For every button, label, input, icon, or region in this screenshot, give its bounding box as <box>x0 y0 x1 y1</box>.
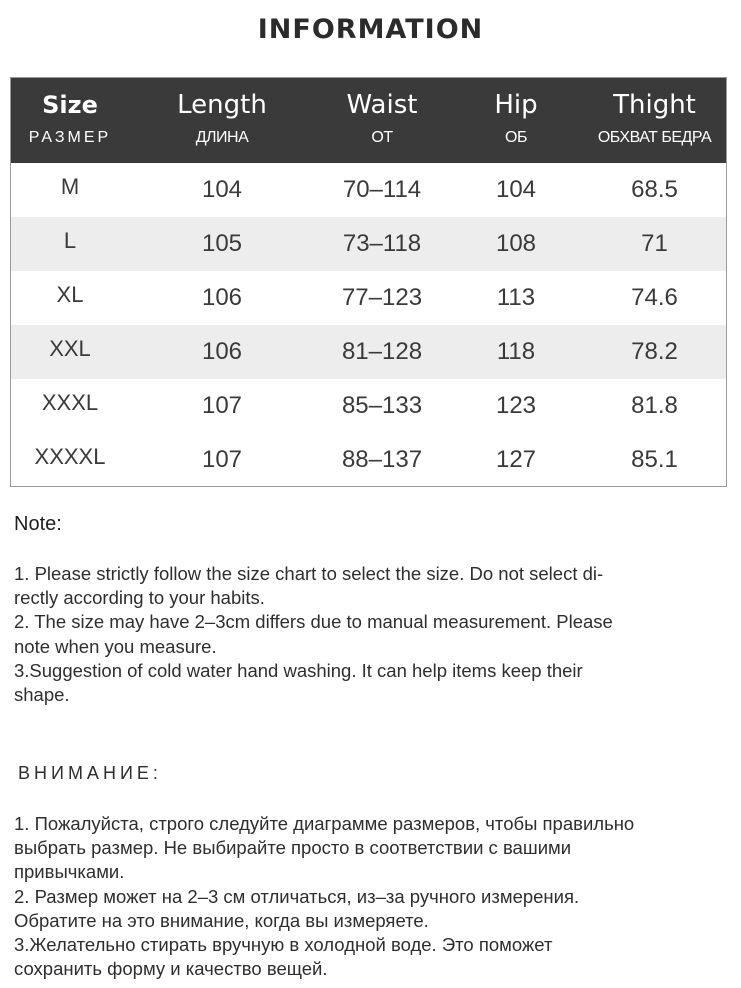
table-row <box>11 433 726 487</box>
note-ru-line: 3.Желательно стирать вручную в холодной воде. Это поможет <box>14 934 553 956</box>
note-ru-line: 1. Пожалуйста, строго следуйте диаграмме размеров, чтобы правильно <box>14 813 635 834</box>
note-ru-line: 2. Размер может на 2–3 см отличаться, из–за ручного измерения. <box>14 885 580 907</box>
cell-size: XXXXL <box>34 444 106 469</box>
cell-length: 107 <box>201 392 243 419</box>
cell-waist: 81–128 <box>341 338 423 365</box>
cell-length: 106 <box>201 284 243 311</box>
note-line: rectly according to your habits. <box>14 587 265 609</box>
note-line: shape. <box>14 684 70 706</box>
cell-hip: 118 <box>496 338 536 365</box>
note-ru-line: привычками. <box>14 861 125 883</box>
header-waist-label: Waist <box>346 90 418 120</box>
page-title: INFORMATION <box>257 14 484 45</box>
cell-thigh: 81.8 <box>631 392 678 419</box>
header-waist <box>315 78 449 163</box>
note-line: 2. The size may have 2–3cm differs due to manual measurement. Please <box>14 611 613 633</box>
cell-hip: 113 <box>496 284 536 311</box>
cell-size: L <box>63 228 77 253</box>
note-line: 3.Suggestion of cold water hand washing. It can help items keep their <box>14 659 583 681</box>
note-heading: Note: <box>14 513 62 535</box>
cell-size: XL <box>56 282 84 307</box>
header-hip-sublabel: ОБ <box>505 129 527 146</box>
table-row <box>11 217 726 271</box>
cell-length: 104 <box>201 176 243 203</box>
table-header <box>11 78 726 163</box>
table-row <box>11 325 726 379</box>
cell-hip: 108 <box>495 230 537 257</box>
header-size-sublabel: РАЗМЕР <box>28 129 112 146</box>
cell-hip: 123 <box>495 392 537 419</box>
size-table <box>10 77 727 487</box>
table-row <box>11 163 726 217</box>
header-thigh-sublabel: ОБХВАТ БЕДРА <box>597 129 712 146</box>
cell-thigh: 78.2 <box>631 338 678 365</box>
header-waist-sublabel: ОТ <box>371 129 393 146</box>
header-hip-label: Hip <box>494 90 538 120</box>
table-row <box>11 271 726 325</box>
note-text <box>14 562 726 707</box>
header-size <box>11 78 129 163</box>
cell-waist: 88–137 <box>341 446 423 473</box>
cell-size: XXL <box>49 336 91 361</box>
cell-length: 105 <box>201 230 243 257</box>
header-thigh-label: Thight <box>613 90 696 120</box>
cell-length: 106 <box>201 338 243 365</box>
cell-size: M <box>60 174 80 199</box>
header-length-sublabel: ДЛИНА <box>195 129 249 146</box>
cell-thigh: 71 <box>641 230 668 257</box>
cell-thigh: 85.1 <box>631 446 678 473</box>
cell-thigh: 74.6 <box>631 284 678 311</box>
header-size-label: Size <box>42 91 98 119</box>
table-row <box>11 379 726 433</box>
cell-thigh: 68.5 <box>631 176 678 203</box>
cell-waist: 73–118 <box>342 230 422 257</box>
cell-hip: 127 <box>495 446 537 473</box>
note-line: note when you measure. <box>14 635 217 657</box>
cell-waist: 70–114 <box>342 176 422 203</box>
header-length-label: Length <box>177 90 267 120</box>
header-hip <box>449 78 583 163</box>
header-length <box>129 78 315 163</box>
note-ru-text <box>14 812 726 981</box>
cell-size: XXXL <box>41 390 99 415</box>
cell-hip: 104 <box>495 176 537 203</box>
note-ru-line: Обратите на это внимание, когда вы измеряете. <box>14 909 429 931</box>
note-ru-line: выбрать размер. Не выбирайте просто в соответствии с вашими <box>14 837 572 859</box>
note-ru-heading: ВНИМАНИЕ: <box>18 763 162 783</box>
note-line: 1. Please strictly follow the size chart to select the size. Do not select di- <box>14 563 604 584</box>
note-ru-line: сохранить форму и качество вещей. <box>14 958 328 980</box>
cell-waist: 85–133 <box>341 392 423 419</box>
header-thigh <box>583 78 726 163</box>
cell-waist: 77–123 <box>341 284 423 311</box>
cell-length: 107 <box>201 446 243 473</box>
